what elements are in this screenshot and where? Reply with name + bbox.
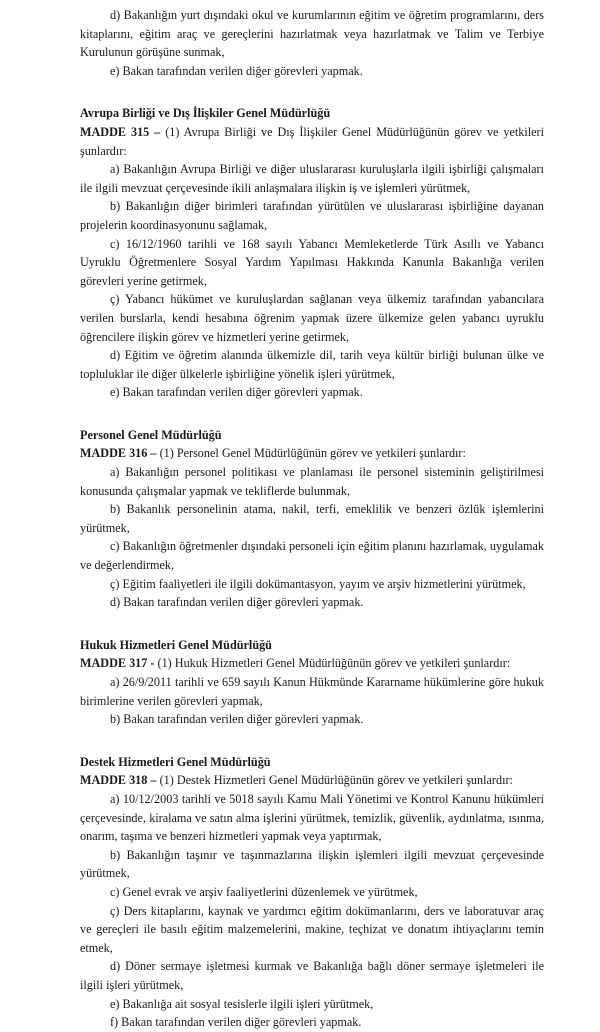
list-item: c) Genel evrak ve arşiv faaliyetlerini düzenlemek ve yürütmek, [110,884,418,899]
section-heading: Personel Genel Müdürlüğü [80,427,222,442]
list-item: b) Bakanlığın taşınır ve taşınmazlarına ilişkin işlemleri ilgili mevzuat çerçevesinde yürütmek, [80,847,544,881]
section-destek [80,753,544,1032]
article-intro [80,123,544,160]
section-heading: Avrupa Birliği ve Dış İlişkiler Genel Müdürlüğü [80,106,331,121]
list-item: c) Bakanlığın öğretmenler dışındaki personeli için eğitim planını hazırlamak, uygulamak ve değerlendirmek, [80,539,544,573]
section-heading: Destek Hizmetleri Genel Müdürlüğü [80,754,271,769]
list-item: a) Bakanlığın personel politikası ve planlaması ile personel sisteminin geliştirilmesi konusunda çalışmalar yapmak ve tekliflerde bulunmak, [80,465,544,498]
list-item: ç) Eğitim faaliyetleri ile ilgili dokümantasyon, yayım ve arşiv hizmetlerini yürütmek, [110,576,526,591]
article-text: (1) Destek Hizmetleri Genel Müdürlüğünün görev ve yetkileri şunlardır: [156,773,513,788]
list-item: b) Bakan tarafından verilen diğer görevleri yapmak. [110,712,364,727]
article-label: MADDE 318 – [80,773,157,788]
list-item: b) Bakanlık personelinin atama, nakil, terfi, emeklilik ve benzeri özlük işlemlerini yürütmek, [80,502,544,535]
section-heading: Hukuk Hizmetleri Genel Müdürlüğü [80,637,272,652]
article-intro [80,771,544,790]
section-hukuk [80,636,544,729]
section-avrupa-birligi [80,104,544,402]
list-item: e) Bakan tarafından verilen diğer görevleri yapmak. [110,385,363,400]
article-text: (1) Hukuk Hizmetleri Genel Müdürlüğünün görev ve yetkileri şunlardır: [154,656,511,671]
list-item: d) Döner sermaye işletmesi kurmak ve Bakanlığa bağlı döner sermaye işletmeleri ile ilgili işleri yürütmek, [80,959,544,992]
top-items [80,6,544,80]
list-item: b) Bakanlığın diğer birimleri tarafından yürütülen ve uluslararası işbirliğine dayanan projelerin koordinasyonunu sağlamak, [80,199,544,232]
article-text: (1) Personel Genel Müdürlüğünün görev ve yetkileri şunlardır: [156,446,466,461]
section-personel [80,426,544,612]
list-item: d) Bakanlığın yurt dışındaki okul ve kurumlarının eğitim ve öğretim programlarını, ders kitaplarını, eğitim araç ve gereçlerini hazırlatmak veya hazırlatmak ve Talim ve Terbiye Kurulunun görüşüne sunmak, [80,8,544,60]
section-spacer [80,402,544,426]
list-item: ç) Ders kitaplarını, kaynak ve yardımcı eğitim dokümanlarını, ders ve laboratuvar araç ve gereçleri ile basılı eğitim malzemelerini, makine, teçhizat ve donatım ihtiyaçlarını temin etmek, [80,903,544,955]
list-item: a) 10/12/2003 tarihli ve 5018 sayılı Kamu Mali Yönetimi ve Kontrol Kanunu hükümleri çerçevesinde, kiralama ve satın alma işlerini yürütmek, temizlik, güvenlik, aydınlatma, ısınma, onarım, taşıma ve benzeri hizmetleri yapmak veya yaptırmak, [80,791,544,844]
article-label: MADDE 316 – [80,446,157,461]
article-text: (1) Avrupa Birliği ve Dış İlişkiler Genel Müdürlüğünün görev ve yetkileri şunlardır: [80,124,544,158]
section-spacer [80,80,544,104]
list-item: e) Bakanlığa ait sosyal tesislerle ilgili işleri yürütmek, [110,996,374,1011]
list-item: ç) Yabancı hükümet ve kuruluşlardan sağlanan veya ülkemiz tarafından yabancılara verilen burslarla, kendi hesabına öğrenim yapmak üzere ülkemize gelen yabancı uyruklu öğrencilere ilişkin görev ve hizmetleri yerine getirmek, [80,292,544,344]
list-item: a) 26/9/2011 tarihli ve 659 sayılı Kanun Hükmünde Kararname hükümlerine göre hukuk birimlerine verilen görevleri yapmak, [80,675,544,708]
article-intro [80,654,544,673]
section-spacer [80,729,544,753]
list-item: d) Bakan tarafından verilen diğer görevleri yapmak. [110,595,364,610]
article-intro [80,444,544,463]
list-item: e) Bakan tarafından verilen diğer görevleri yapmak. [110,63,363,78]
article-label: MADDE 317 - [80,656,155,671]
list-item: c) 16/12/1960 tarihli ve 168 sayılı Yabancı Memleketlerde Türk Asıllı ve Yabancı Uyruklu Öğretmenlere Sosyal Yardım Yapılması Hakkında Kanunla Bakanlığa verilen görevleri yerine getirmek, [80,236,544,288]
list-item: f) Bakan tarafından verilen diğer görevleri yapmak. [110,1015,362,1030]
list-item: a) Bakanlığın Avrupa Birliği ve diğer uluslararası kuruluşlarla ilgili işbirliği çalışmaları ile ilgili mevzuat çerçevesinde ikili anlaşmalara ilişkin iş ve işlemleri yürütmek, [80,162,544,195]
article-label: MADDE 315 – [80,124,161,139]
list-item: d) Eğitim ve öğretim alanında ülkemizle dil, tarih veya kültür birliği bulunan ülke ve topluluklar ile diğer ülkelerle işbirliğine yönelik işleri yürütmek, [80,348,544,381]
section-spacer [80,612,544,636]
